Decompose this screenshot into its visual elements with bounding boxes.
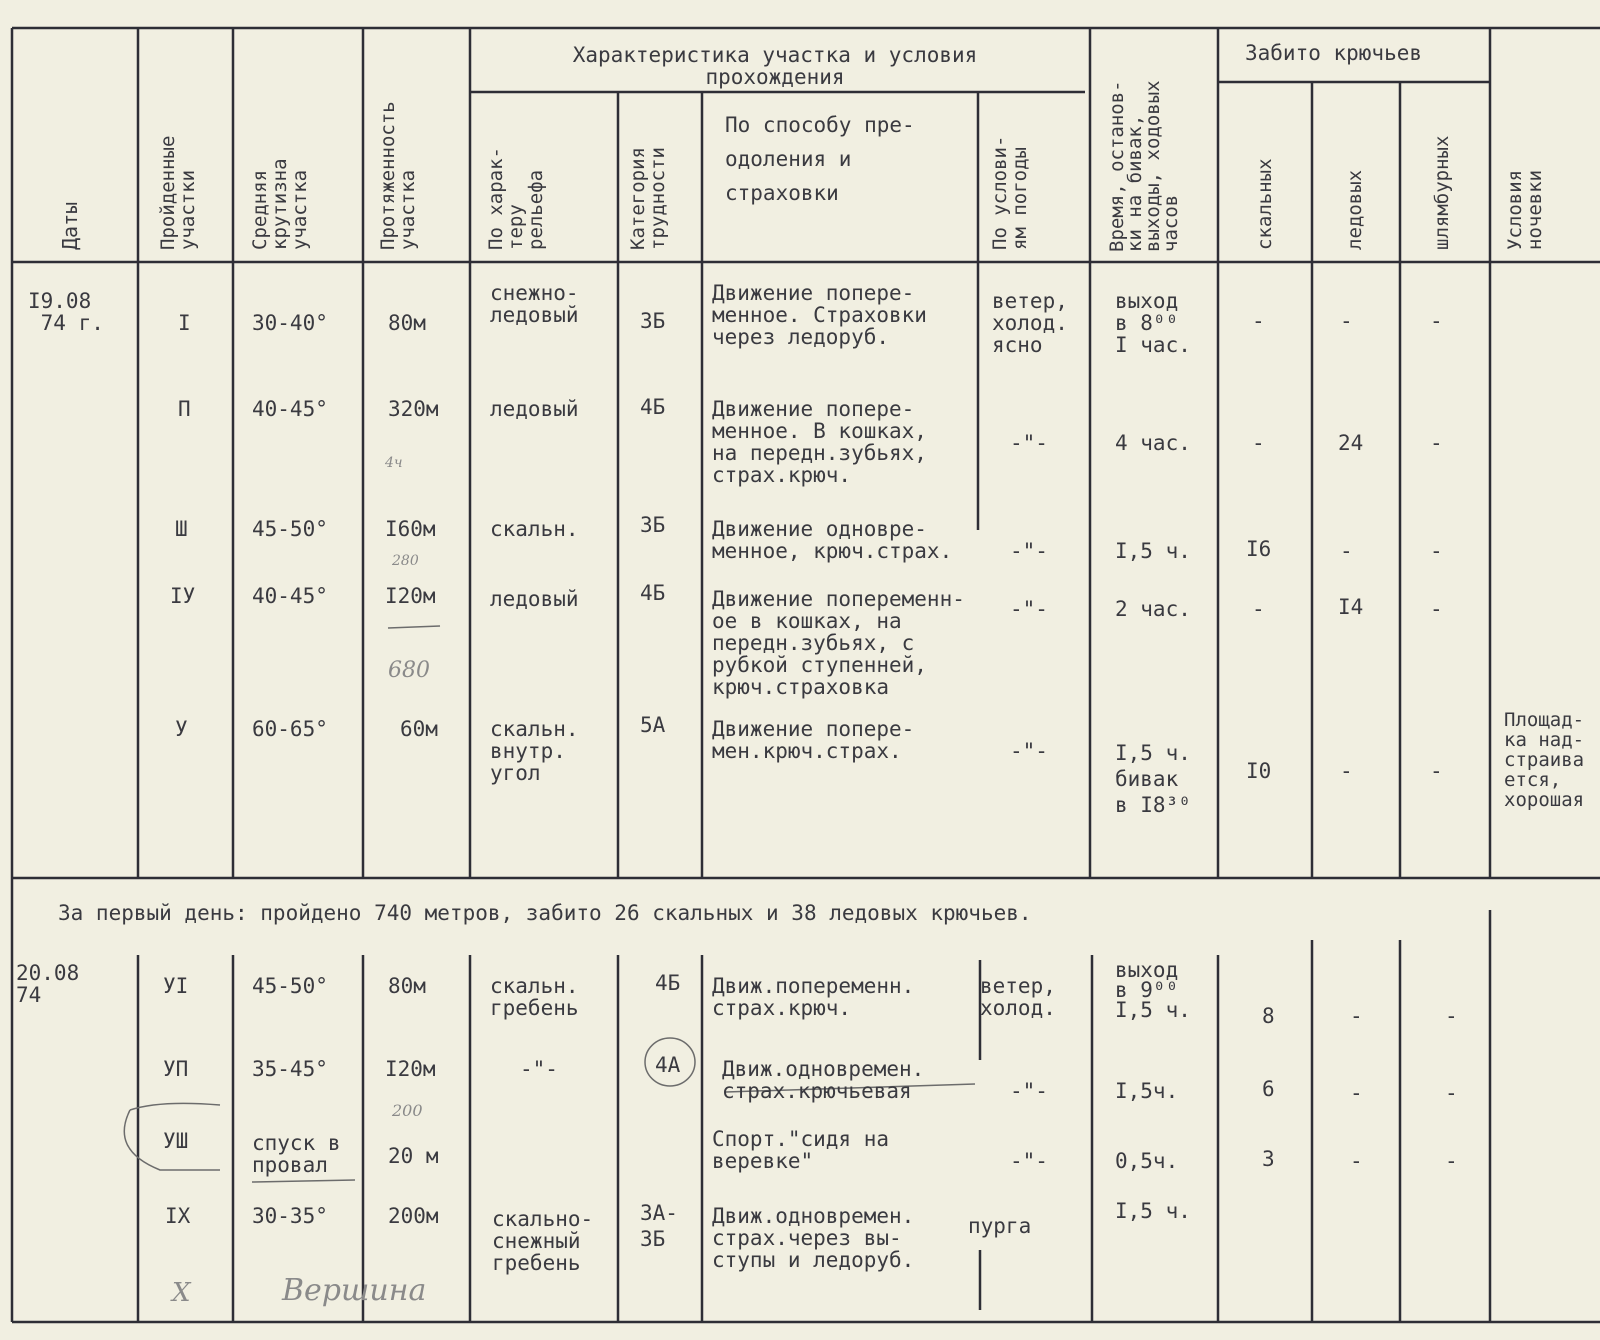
table-row-iv-weather: -"-: [1010, 597, 1048, 621]
table-row-viii-num: УШ: [163, 1129, 189, 1153]
table-row-vi-cat: 4Б: [655, 971, 681, 995]
table-row-vii-steep: 35-45°: [252, 1057, 328, 1081]
table-row-ii-time: 4 час.: [1115, 431, 1191, 455]
table-row-viii-time: 0,5ч.: [1115, 1149, 1179, 1173]
table-row-v-num: У: [175, 717, 188, 741]
table-row-vii-time: I,5ч.: [1115, 1079, 1179, 1103]
table-row-vi-num: УI: [163, 974, 189, 998]
header-relief: По харак- теру рельефа: [485, 147, 547, 250]
table-row-i-len: 80м: [388, 311, 426, 335]
table-row-iv-bolt: -: [1430, 597, 1443, 621]
table-row-iii-relief: скальн.: [490, 517, 579, 541]
table-row-iv-time: 2 час.: [1115, 597, 1191, 621]
table-row-vii-rock: 6: [1262, 1077, 1275, 1101]
table-row-vii-ice: -: [1350, 1081, 1363, 1105]
table-row-iii-rock: I6: [1246, 537, 1272, 561]
table-row-vii-num: УП: [163, 1057, 189, 1081]
table-row-viii-steep: спуск в провал: [252, 1131, 341, 1177]
table-row-vii-cat: 4А: [655, 1053, 681, 1077]
table-row-ix-weather: пурга: [968, 1214, 1032, 1238]
day2-date: 20.08 74: [16, 961, 80, 1007]
table-row-ix-time: I,5 ч.: [1115, 1199, 1191, 1223]
table-row-iii-steep: 45-50°: [252, 517, 328, 541]
table-row-ii-len: 320м: [388, 397, 439, 421]
table-row-iv-steep: 40-45°: [252, 584, 328, 608]
table-row-v-night: Площад- ка над- страива ется, хорошая: [1504, 709, 1585, 811]
table-row-ix-len: 200м: [388, 1204, 439, 1228]
table-row-iii-cat: 3Б: [640, 513, 666, 537]
table-row-v-steep: 60-65°: [252, 717, 328, 741]
header-sections: Пройденные участки: [157, 135, 199, 250]
header-pitons: Забито крючьев: [1245, 41, 1423, 65]
table-row-vi-ice: -: [1350, 1004, 1363, 1028]
table-row-iii-method: Движение одновре- менное, крюч.страх.: [712, 517, 953, 563]
header-method: По способу пре- одоления и страховки: [725, 113, 915, 205]
table-row-i-ice: -: [1340, 309, 1353, 333]
day1-summary: За первый день: пройдено 740 метров, забито 26 скальных и 38 ледовых крючьев.: [58, 901, 1032, 925]
table-row-viii-bolt: -: [1445, 1149, 1458, 1173]
table-row-iv-cat: 4Б: [640, 581, 666, 605]
table-row-ix-method: Движ.одновремен. страх.через вы- ступы и ледоруб.: [712, 1204, 915, 1272]
day1-date: I9.08 74 г.: [28, 289, 104, 335]
header-dates: Даты: [58, 201, 82, 250]
table-row-iv-relief: ледовый: [490, 587, 579, 611]
table-row-vii-method: Движ.одновремен. страх.крючьевая: [722, 1057, 925, 1103]
table-row-v-cat: 5А: [640, 713, 666, 737]
header-length: Протяженность участка: [377, 101, 419, 250]
table-row-v-ice: -: [1340, 759, 1353, 783]
table-row-v-relief: скальн. внутр. угол: [490, 717, 579, 785]
table-row-vi-rock: 8: [1262, 1004, 1275, 1028]
header-weather: По услови- ям погоды: [989, 135, 1031, 250]
pencil-note-d: 200: [392, 1101, 423, 1120]
pencil-note-c: 680: [388, 658, 430, 683]
table-row-i-rock: -: [1252, 309, 1265, 333]
table-row-i-weather: ветер, холод. ясно: [992, 289, 1068, 357]
table-row-ii-weather: -"-: [1010, 431, 1048, 455]
table-row-v-bolt: -: [1430, 759, 1443, 783]
table-row-viii-rock: 3: [1262, 1147, 1275, 1171]
table-row-iv-len: I20м: [385, 584, 436, 608]
table-row-vi-steep: 45-50°: [252, 974, 328, 998]
table-row-v-len: 60м: [400, 717, 438, 741]
footer-num: X: [172, 1278, 191, 1308]
table-row-vii-relief: -"-: [520, 1057, 558, 1081]
table-row-vii-weather: -"-: [1010, 1079, 1048, 1103]
table-row-iii-bolt: -: [1430, 539, 1443, 563]
table-row-vii-len: I20м: [385, 1057, 436, 1081]
table-row-viii-weather: -"-: [1010, 1149, 1048, 1173]
table-row-ii-bolt: -: [1430, 431, 1443, 455]
table-row-v-rock: I0: [1246, 759, 1272, 783]
table-row-ii-cat: 4Б: [640, 395, 666, 419]
table-row-vi-time: выход в 9⁰⁰ I,5 ч.: [1115, 958, 1191, 1022]
table-row-ii-ice: 24: [1338, 431, 1364, 455]
table-row-vi-relief: скальн. гребень: [490, 974, 579, 1020]
table-row-iii-weather: -"-: [1010, 539, 1048, 563]
table-row-viii-ice: -: [1350, 1149, 1363, 1173]
table-row-ii-steep: 40-45°: [252, 397, 328, 421]
header-rock: скальных: [1254, 158, 1276, 250]
table-row-iii-time: I,5 ч.: [1115, 539, 1191, 563]
table-row-v-weather: -"-: [1010, 739, 1048, 763]
table-row-viii-method: Спорт."сидя на веревке": [712, 1127, 890, 1173]
table-row-ii-rock: -: [1252, 431, 1265, 455]
table-row-vi-method: Движ.попеременн. страх.крюч.: [712, 974, 915, 1020]
header-bolt: шлямбурных: [1431, 135, 1453, 250]
pencil-note-a: 4ч: [385, 455, 403, 471]
table-row-ix-relief: скально- снежный гребень: [492, 1207, 594, 1275]
table-row-i-relief: снежно- ледовый: [490, 281, 579, 327]
table-row-ii-num: П: [178, 397, 191, 421]
table-row-vi-weather: ветер, холод.: [980, 974, 1056, 1020]
table-row-i-bolt: -: [1430, 309, 1443, 333]
table-row-i-steep: 30-40°: [252, 311, 328, 335]
table-row-v-method: Движение попере- мен.крюч.страх.: [712, 717, 915, 763]
table-row-iii-len: I60м: [385, 517, 436, 541]
table-row-vi-bolt: -: [1445, 1004, 1458, 1028]
table-row-iii-ice: -: [1340, 539, 1353, 563]
pencil-note-b: 280: [392, 553, 419, 569]
header-ice: ледовых: [1344, 169, 1366, 250]
table-row-iv-method: Движение попеременн- ое в кошках, на передн.зубьях, с рубкой ступенней, крюч.страховка: [712, 587, 965, 699]
table-row-ix-steep: 30-35°: [252, 1204, 328, 1228]
table-row-i-time: выход в 8⁰⁰ I час.: [1115, 289, 1191, 357]
table-row-v-time: I,5 ч. бивак в I8³⁰: [1115, 741, 1191, 817]
table-row-ii-relief: ледовый: [490, 397, 579, 421]
header-characteristics: Характеристика участка и условия прохождения: [572, 43, 978, 89]
table-row-i-method: Движение попере- менное. Страховки через ледоруб.: [712, 281, 927, 349]
header-steepness: Средняя крутизна участка: [249, 158, 311, 250]
header-time: Время, останов- ки на бивак, выходы, ходовых часов: [1106, 80, 1182, 252]
table-row-iv-ice: I4: [1338, 595, 1364, 619]
table-row-iii-num: Ш: [175, 517, 188, 541]
table-row-vii-bolt: -: [1445, 1081, 1458, 1105]
table-row-i-num: I: [178, 311, 191, 335]
header-category: Категория трудности: [627, 147, 669, 250]
table-row-i-cat: 3Б: [640, 309, 666, 333]
header-night: Условия ночевки: [1504, 169, 1546, 250]
footer-note: Вершина: [282, 1273, 427, 1308]
table-row-iv-num: IУ: [170, 584, 196, 608]
table-row-viii-len: 20 м: [388, 1144, 439, 1168]
table-row-ii-method: Движение попере- менное. В кошках, на передн.зубьях, страх.крюч.: [712, 397, 927, 487]
table-row-iv-rock: -: [1252, 597, 1265, 621]
table-row-ix-num: IX: [165, 1204, 191, 1228]
table-row-vi-len: 80м: [388, 974, 426, 998]
table-row-ix-cat: 3А- 3Б: [640, 1201, 678, 1251]
